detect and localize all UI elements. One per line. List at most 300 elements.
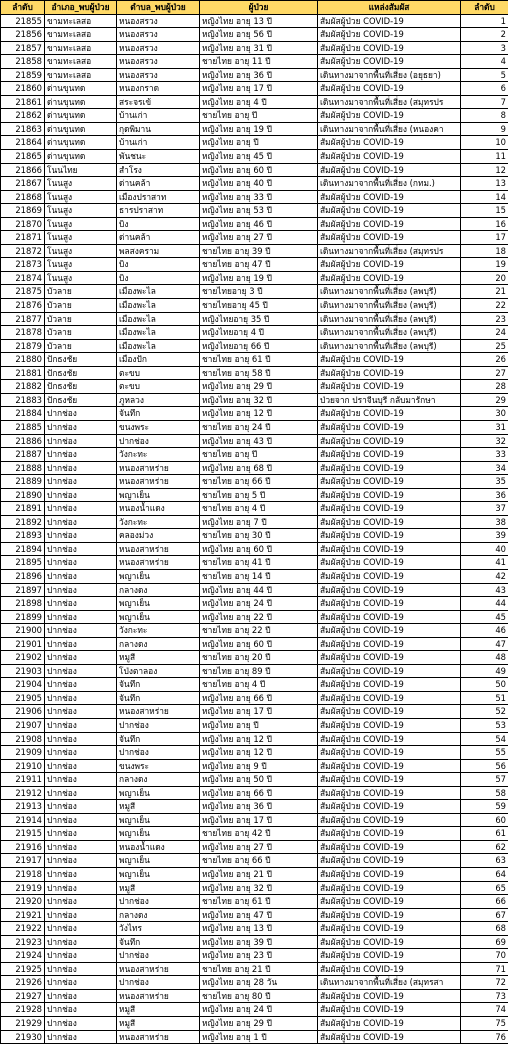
cell-case-id[interactable]: 21877 <box>1 312 45 326</box>
cell-patient[interactable]: ชายไทย อายุ 61 ปี <box>200 895 318 909</box>
cell-seq[interactable]: 21 <box>461 285 508 299</box>
cell-seq[interactable]: 41 <box>461 556 508 570</box>
cell-seq[interactable]: 66 <box>461 895 508 909</box>
cell-tambon[interactable]: บ้านเก่า <box>117 136 200 150</box>
cell-seq[interactable]: 3 <box>461 41 508 55</box>
cell-seq[interactable]: 62 <box>461 840 508 854</box>
cell-source[interactable]: สัมผัสผู้ป่วย COVID-19 <box>318 41 461 55</box>
cell-case-id[interactable]: 21858 <box>1 55 45 69</box>
cell-source[interactable]: สัมผัสผู้ป่วย COVID-19 <box>318 624 461 638</box>
cell-source[interactable]: เดินทางมาจากพื้นที่เสี่ยง (ลพบุรี) <box>318 285 461 299</box>
cell-patient[interactable]: หญิงไทยอายุ 66 ปี <box>200 339 318 353</box>
cell-case-id[interactable]: 21861 <box>1 95 45 109</box>
cell-amphoe[interactable]: ปากช่อง <box>45 475 117 489</box>
cell-tambon[interactable]: กลางดง <box>117 583 200 597</box>
cell-patient[interactable]: หญิงไทย อายุ 66 ปี <box>200 691 318 705</box>
cell-patient[interactable]: ชายไทย อายุ 47 ปี <box>200 258 318 272</box>
cell-source[interactable]: เดินทางมาจากพื้นที่เสี่ยง (ลพบุรี) <box>318 326 461 340</box>
cell-source[interactable]: สัมผัสผู้ป่วย COVID-19 <box>318 542 461 556</box>
cell-case-id[interactable]: 21888 <box>1 461 45 475</box>
cell-seq[interactable]: 22 <box>461 299 508 313</box>
cell-seq[interactable]: 33 <box>461 448 508 462</box>
cell-amphoe[interactable]: ขามทะเลสอ <box>45 14 117 28</box>
cell-seq[interactable]: 51 <box>461 691 508 705</box>
cell-amphoe[interactable]: ด่านขุนทด <box>45 122 117 136</box>
cell-seq[interactable]: 2 <box>461 28 508 42</box>
cell-case-id[interactable]: 21904 <box>1 678 45 692</box>
cell-seq[interactable]: 42 <box>461 569 508 583</box>
cell-patient[interactable]: หญิงไทย อายุ 36 ปี <box>200 68 318 82</box>
cell-case-id[interactable]: 21880 <box>1 353 45 367</box>
cell-amphoe[interactable]: ด่านขุนทด <box>45 82 117 96</box>
cell-patient[interactable]: หญิงไทย อายุ 12 ปี <box>200 732 318 746</box>
cell-tambon[interactable]: โป่งตาลอง <box>117 664 200 678</box>
cell-tambon[interactable]: กลางดง <box>117 773 200 787</box>
cell-amphoe[interactable]: ปากช่อง <box>45 976 117 990</box>
cell-tambon[interactable]: กลางดง <box>117 908 200 922</box>
cell-patient[interactable]: หญิงไทย อายุ 9 ปี <box>200 759 318 773</box>
cell-case-id[interactable]: 21925 <box>1 962 45 976</box>
cell-amphoe[interactable]: ปากช่อง <box>45 569 117 583</box>
cell-seq[interactable]: 25 <box>461 339 508 353</box>
cell-source[interactable]: สัมผัสผู้ป่วย COVID-19 <box>318 353 461 367</box>
cell-case-id[interactable]: 21875 <box>1 285 45 299</box>
cell-tambon[interactable]: สระจรเข้ <box>117 95 200 109</box>
cell-patient[interactable]: ชายไทย อายุ 4 ปี <box>200 678 318 692</box>
cell-case-id[interactable]: 21899 <box>1 610 45 624</box>
cell-source[interactable]: สัมผัสผู้ป่วย COVID-19 <box>318 746 461 760</box>
cell-case-id[interactable]: 21909 <box>1 746 45 760</box>
cell-seq[interactable]: 17 <box>461 231 508 245</box>
cell-source[interactable]: สัมผัสผู้ป่วย COVID-19 <box>318 556 461 570</box>
cell-seq[interactable]: 55 <box>461 746 508 760</box>
cell-case-id[interactable]: 21870 <box>1 217 45 231</box>
cell-source[interactable]: สัมผัสผู้ป่วย COVID-19 <box>318 691 461 705</box>
cell-patient[interactable]: หญิงไทย อายุ 33 ปี <box>200 190 318 204</box>
cell-patient[interactable]: หญิงไทย อายุ 17 ปี <box>200 82 318 96</box>
cell-tambon[interactable]: ภูหลวง <box>117 393 200 407</box>
cell-source[interactable]: สัมผัสผู้ป่วย COVID-19 <box>318 962 461 976</box>
cell-tambon[interactable]: ปากช่อง <box>117 895 200 909</box>
cell-patient[interactable]: หญิงไทยอายุ 4 ปี <box>200 326 318 340</box>
cell-source[interactable]: สัมผัสผู้ป่วย COVID-19 <box>318 759 461 773</box>
cell-case-id[interactable]: 21908 <box>1 732 45 746</box>
cell-case-id[interactable]: 21889 <box>1 475 45 489</box>
cell-seq[interactable]: 69 <box>461 935 508 949</box>
cell-seq[interactable]: 36 <box>461 488 508 502</box>
cell-source[interactable]: สัมผัสผู้ป่วย COVID-19 <box>318 136 461 150</box>
cell-tambon[interactable]: หนองสาหร่าย <box>117 461 200 475</box>
cell-amphoe[interactable]: ปากช่อง <box>45 556 117 570</box>
cell-amphoe[interactable]: ปากช่อง <box>45 759 117 773</box>
cell-patient[interactable]: หญิงไทย อายุ 47 ปี <box>200 908 318 922</box>
cell-amphoe[interactable]: ปากช่อง <box>45 691 117 705</box>
cell-amphoe[interactable]: ปากช่อง <box>45 1003 117 1017</box>
cell-case-id[interactable]: 21857 <box>1 41 45 55</box>
cell-case-id[interactable]: 21905 <box>1 691 45 705</box>
cell-amphoe[interactable]: โนนสูง <box>45 217 117 231</box>
cell-patient[interactable]: หญิงไทย อายุ 24 ปี <box>200 1003 318 1017</box>
cell-tambon[interactable]: เมืองปัก <box>117 353 200 367</box>
cell-source[interactable]: สัมผัสผู้ป่วย COVID-19 <box>318 949 461 963</box>
cell-seq[interactable]: 72 <box>461 976 508 990</box>
cell-patient[interactable]: หญิงไทย อายุ 21 ปี <box>200 868 318 882</box>
cell-tambon[interactable]: หมูสี <box>117 1017 200 1031</box>
header-source[interactable]: แหล่งสัมผัส <box>318 1 461 15</box>
cell-seq[interactable]: 5 <box>461 68 508 82</box>
cell-tambon[interactable]: พญาเย็น <box>117 786 200 800</box>
cell-amphoe[interactable]: บัวลาย <box>45 326 117 340</box>
cell-case-id[interactable]: 21928 <box>1 1003 45 1017</box>
cell-tambon[interactable]: หนองสรวง <box>117 68 200 82</box>
cell-amphoe[interactable]: ปักธงชัย <box>45 353 117 367</box>
cell-tambon[interactable]: เมืองปราสาท <box>117 190 200 204</box>
cell-tambon[interactable]: ตะขบ <box>117 380 200 394</box>
cell-amphoe[interactable]: โนนสูง <box>45 190 117 204</box>
cell-patient[interactable]: ชายไทย อายุ 20 ปี <box>200 651 318 665</box>
cell-patient[interactable]: หญิงไทย อายุ 4 ปี <box>200 95 318 109</box>
cell-patient[interactable]: หญิงไทย อายุ 12 ปี <box>200 407 318 421</box>
cell-case-id[interactable]: 21896 <box>1 569 45 583</box>
cell-amphoe[interactable]: ปากช่อง <box>45 651 117 665</box>
cell-patient[interactable]: หญิงไทย อายุ 13 ปี <box>200 14 318 28</box>
cell-seq[interactable]: 1 <box>461 14 508 28</box>
cell-source[interactable]: สัมผัสผู้ป่วย COVID-19 <box>318 515 461 529</box>
cell-seq[interactable]: 20 <box>461 271 508 285</box>
cell-seq[interactable]: 19 <box>461 258 508 272</box>
cell-seq[interactable]: 75 <box>461 1017 508 1031</box>
cell-patient[interactable]: หญิงไทย อายุ 68 ปี <box>200 461 318 475</box>
cell-tambon[interactable]: ปากช่อง <box>117 976 200 990</box>
cell-source[interactable]: เดินทางมาจากพื้นที่เสี่ยง (ลพบุรี) <box>318 339 461 353</box>
cell-case-id[interactable]: 21867 <box>1 177 45 191</box>
cell-patient[interactable]: ชายไทย อายุ 61 ปี <box>200 353 318 367</box>
cell-patient[interactable]: หญิงไทย อายุ 60 ปี <box>200 637 318 651</box>
cell-source[interactable]: เดินทางมาจากพื้นที่เสี่ยง (อยุธยา) <box>318 68 461 82</box>
cell-patient[interactable]: ชายไทย อายุ 41 ปี <box>200 556 318 570</box>
cell-source[interactable]: สัมผัสผู้ป่วย COVID-19 <box>318 204 461 218</box>
cell-patient[interactable]: หญิงไทย อายุ 1 ปี <box>200 1030 318 1044</box>
cell-amphoe[interactable]: ปากช่อง <box>45 461 117 475</box>
cell-patient[interactable]: หญิงไทย อายุ 19 ปี <box>200 271 318 285</box>
cell-patient[interactable]: หญิงไทย อายุ 60 ปี <box>200 542 318 556</box>
cell-tambon[interactable]: คลองม่วง <box>117 529 200 543</box>
cell-tambon[interactable]: หนองสาหร่าย <box>117 705 200 719</box>
cell-seq[interactable]: 40 <box>461 542 508 556</box>
cell-amphoe[interactable]: โนนสูง <box>45 271 117 285</box>
cell-patient[interactable]: ชายไทย อายุ 5 ปี <box>200 488 318 502</box>
cell-tambon[interactable]: จันทึก <box>117 691 200 705</box>
header-amphoe[interactable]: อำเภอ_พบผู้ป่วย <box>45 1 117 15</box>
cell-tambon[interactable]: ขนงพระ <box>117 759 200 773</box>
cell-case-id[interactable]: 21882 <box>1 380 45 394</box>
cell-tambon[interactable]: พันชนะ <box>117 150 200 164</box>
cell-case-id[interactable]: 21891 <box>1 502 45 516</box>
cell-source[interactable]: สัมผัสผู้ป่วย COVID-19 <box>318 840 461 854</box>
cell-seq[interactable]: 34 <box>461 461 508 475</box>
cell-seq[interactable]: 27 <box>461 366 508 380</box>
cell-tambon[interactable]: วังกะทะ <box>117 448 200 462</box>
cell-seq[interactable]: 67 <box>461 908 508 922</box>
cell-tambon[interactable]: พญาเย็น <box>117 597 200 611</box>
cell-tambon[interactable]: หนองสาหร่าย <box>117 989 200 1003</box>
cell-patient[interactable]: หญิงไทย อายุ ปี <box>200 718 318 732</box>
cell-amphoe[interactable]: โนนสูง <box>45 258 117 272</box>
cell-patient[interactable]: ชายไทย อายุ 30 ปี <box>200 529 318 543</box>
cell-source[interactable]: สัมผัสผู้ป่วย COVID-19 <box>318 908 461 922</box>
cell-amphoe[interactable]: โนนสูง <box>45 231 117 245</box>
cell-amphoe[interactable]: ปากช่อง <box>45 800 117 814</box>
cell-patient[interactable]: หญิงไทย อายุ 22 ปี <box>200 610 318 624</box>
cell-source[interactable]: เดินทางมาจากพื้นที่เสี่ยง (สมุทรปร <box>318 95 461 109</box>
cell-amphoe[interactable]: บัวลาย <box>45 312 117 326</box>
cell-seq[interactable]: 31 <box>461 420 508 434</box>
cell-case-id[interactable]: 21862 <box>1 109 45 123</box>
cell-amphoe[interactable]: ด่านขุนทด <box>45 95 117 109</box>
cell-amphoe[interactable]: ปากช่อง <box>45 624 117 638</box>
cell-case-id[interactable]: 21864 <box>1 136 45 150</box>
cell-patient[interactable]: ชายไทย อายุ 11 ปี <box>200 55 318 69</box>
cell-amphoe[interactable]: ปากช่อง <box>45 868 117 882</box>
cell-amphoe[interactable]: โนนไทย <box>45 163 117 177</box>
cell-patient[interactable]: หญิงไทย อายุ 23 ปี <box>200 949 318 963</box>
cell-source[interactable]: สัมผัสผู้ป่วย COVID-19 <box>318 258 461 272</box>
cell-amphoe[interactable]: ปากช่อง <box>45 908 117 922</box>
cell-patient[interactable]: หญิงไทย อายุ 12 ปี <box>200 746 318 760</box>
cell-case-id[interactable]: 21892 <box>1 515 45 529</box>
cell-tambon[interactable]: เมืองพะไล <box>117 326 200 340</box>
cell-case-id[interactable]: 21860 <box>1 82 45 96</box>
cell-source[interactable]: สัมผัสผู้ป่วย COVID-19 <box>318 881 461 895</box>
cell-amphoe[interactable]: ด่านขุนทด <box>45 150 117 164</box>
cell-source[interactable]: สัมผัสผู้ป่วย COVID-19 <box>318 461 461 475</box>
cell-amphoe[interactable]: ปากช่อง <box>45 542 117 556</box>
cell-amphoe[interactable]: ปากช่อง <box>45 637 117 651</box>
cell-patient[interactable]: หญิงไทย อายุ 43 ปี <box>200 434 318 448</box>
cell-case-id[interactable]: 21913 <box>1 800 45 814</box>
cell-source[interactable]: สัมผัสผู้ป่วย COVID-19 <box>318 14 461 28</box>
cell-patient[interactable]: ชายไทย อายุ 66 ปี <box>200 854 318 868</box>
cell-patient[interactable]: หญิงไทย อายุ 27 ปี <box>200 231 318 245</box>
cell-seq[interactable]: 57 <box>461 773 508 787</box>
cell-seq[interactable]: 28 <box>461 380 508 394</box>
cell-source[interactable]: สัมผัสผู้ป่วย COVID-19 <box>318 420 461 434</box>
cell-patient[interactable]: หญิงไทย อายุ 66 ปี <box>200 786 318 800</box>
cell-tambon[interactable]: วังไทร <box>117 922 200 936</box>
cell-source[interactable]: สัมผัสผู้ป่วย COVID-19 <box>318 475 461 489</box>
cell-source[interactable]: สัมผัสผู้ป่วย COVID-19 <box>318 109 461 123</box>
cell-case-id[interactable]: 21914 <box>1 813 45 827</box>
cell-source[interactable]: ป่วยจาก ปราจีนบุรี กลับมารักษา <box>318 393 461 407</box>
cell-tambon[interactable]: ด่านคล้า <box>117 231 200 245</box>
cell-tambon[interactable]: จันทึก <box>117 407 200 421</box>
cell-amphoe[interactable]: ปากช่อง <box>45 854 117 868</box>
cell-source[interactable]: สัมผัสผู้ป่วย COVID-19 <box>318 1017 461 1031</box>
cell-patient[interactable]: หญิงไทย อายุ 28 วัน <box>200 976 318 990</box>
cell-seq[interactable]: 7 <box>461 95 508 109</box>
cell-seq[interactable]: 35 <box>461 475 508 489</box>
cell-patient[interactable]: หญิงไทย อายุ 7 ปี <box>200 515 318 529</box>
cell-seq[interactable]: 74 <box>461 1003 508 1017</box>
header-seq[interactable]: ลำดับ <box>461 1 508 15</box>
cell-source[interactable]: สัมผัสผู้ป่วย COVID-19 <box>318 1003 461 1017</box>
cell-patient[interactable]: ชายไทย อายุ 89 ปี <box>200 664 318 678</box>
cell-case-id[interactable]: 21873 <box>1 258 45 272</box>
cell-tambon[interactable]: จันทึก <box>117 678 200 692</box>
cell-case-id[interactable]: 21887 <box>1 448 45 462</box>
cell-seq[interactable]: 50 <box>461 678 508 692</box>
cell-source[interactable]: สัมผัสผู้ป่วย COVID-19 <box>318 664 461 678</box>
cell-patient[interactable]: ชายไทย อายุ 80 ปี <box>200 989 318 1003</box>
cell-patient[interactable]: ชายไทย อายุ 24 ปี <box>200 420 318 434</box>
cell-tambon[interactable]: หนองสาหร่าย <box>117 1030 200 1044</box>
cell-seq[interactable]: 15 <box>461 204 508 218</box>
cell-tambon[interactable]: หนองสรวง <box>117 28 200 42</box>
cell-case-id[interactable]: 21926 <box>1 976 45 990</box>
cell-amphoe[interactable]: ด่านขุนทด <box>45 109 117 123</box>
cell-case-id[interactable]: 21890 <box>1 488 45 502</box>
cell-tambon[interactable]: ขนงพระ <box>117 420 200 434</box>
cell-tambon[interactable]: หมูสี <box>117 1003 200 1017</box>
cell-patient[interactable]: หญิงไทย อายุ 17 ปี <box>200 813 318 827</box>
cell-amphoe[interactable]: ปากช่อง <box>45 922 117 936</box>
cell-amphoe[interactable]: ปากช่อง <box>45 935 117 949</box>
cell-case-id[interactable]: 21916 <box>1 840 45 854</box>
cell-patient[interactable]: ชายไทย อายุ 58 ปี <box>200 366 318 380</box>
cell-amphoe[interactable]: ปากช่อง <box>45 583 117 597</box>
cell-seq[interactable]: 56 <box>461 759 508 773</box>
cell-tambon[interactable]: พญาเย็น <box>117 610 200 624</box>
cell-patient[interactable]: หญิงไทย อายุ 13 ปี <box>200 922 318 936</box>
cell-case-id[interactable]: 21930 <box>1 1030 45 1044</box>
cell-seq[interactable]: 11 <box>461 150 508 164</box>
cell-case-id[interactable]: 21897 <box>1 583 45 597</box>
cell-source[interactable]: สัมผัสผู้ป่วย COVID-19 <box>318 271 461 285</box>
cell-amphoe[interactable]: ปักธงชัย <box>45 366 117 380</box>
cell-tambon[interactable]: พญาเย็น <box>117 854 200 868</box>
cell-amphoe[interactable]: ปากช่อง <box>45 895 117 909</box>
cell-case-id[interactable]: 21881 <box>1 366 45 380</box>
cell-case-id[interactable]: 21865 <box>1 150 45 164</box>
cell-tambon[interactable]: จันทึก <box>117 935 200 949</box>
cell-amphoe[interactable]: บัวลาย <box>45 299 117 313</box>
cell-seq[interactable]: 46 <box>461 624 508 638</box>
cell-amphoe[interactable]: ปากช่อง <box>45 434 117 448</box>
cell-patient[interactable]: ชายไทย อายุ 14 ปี <box>200 569 318 583</box>
cell-amphoe[interactable]: ปากช่อง <box>45 448 117 462</box>
cell-seq[interactable]: 61 <box>461 827 508 841</box>
cell-source[interactable]: สัมผัสผู้ป่วย COVID-19 <box>318 705 461 719</box>
cell-seq[interactable]: 68 <box>461 922 508 936</box>
cell-source[interactable]: สัมผัสผู้ป่วย COVID-19 <box>318 55 461 69</box>
cell-tambon[interactable]: ปากช่อง <box>117 746 200 760</box>
cell-tambon[interactable]: วังกะทะ <box>117 515 200 529</box>
cell-tambon[interactable]: พลสงคราม <box>117 244 200 258</box>
cell-amphoe[interactable]: ปากช่อง <box>45 732 117 746</box>
cell-seq[interactable]: 4 <box>461 55 508 69</box>
cell-case-id[interactable]: 21898 <box>1 597 45 611</box>
cell-source[interactable]: สัมผัสผู้ป่วย COVID-19 <box>318 610 461 624</box>
cell-amphoe[interactable]: ขามทะเลสอ <box>45 41 117 55</box>
cell-source[interactable]: สัมผัสผู้ป่วย COVID-19 <box>318 150 461 164</box>
cell-amphoe[interactable]: ด่านขุนทด <box>45 136 117 150</box>
cell-source[interactable]: สัมผัสผู้ป่วย COVID-19 <box>318 800 461 814</box>
cell-patient[interactable]: ชายไทย อายุ ปี <box>200 109 318 123</box>
cell-case-id[interactable]: 21885 <box>1 420 45 434</box>
cell-source[interactable]: เดินทางมาจากพื้นที่เสี่ยง (สมุทรปร <box>318 244 461 258</box>
cell-case-id[interactable]: 21855 <box>1 14 45 28</box>
cell-tambon[interactable]: กลางดง <box>117 637 200 651</box>
cell-source[interactable]: สัมผัสผู้ป่วย COVID-19 <box>318 82 461 96</box>
cell-tambon[interactable]: ปากช่อง <box>117 718 200 732</box>
cell-seq[interactable]: 44 <box>461 597 508 611</box>
cell-amphoe[interactable]: ปากช่อง <box>45 949 117 963</box>
cell-case-id[interactable]: 21871 <box>1 231 45 245</box>
cell-source[interactable]: สัมผัสผู้ป่วย COVID-19 <box>318 773 461 787</box>
cell-case-id[interactable]: 21894 <box>1 542 45 556</box>
cell-amphoe[interactable]: ปากช่อง <box>45 420 117 434</box>
cell-source[interactable]: สัมผัสผู้ป่วย COVID-19 <box>318 989 461 1003</box>
header-patient[interactable]: ผู้ป่วย <box>200 1 318 15</box>
cell-source[interactable]: สัมผัสผู้ป่วย COVID-19 <box>318 597 461 611</box>
cell-seq[interactable]: 32 <box>461 434 508 448</box>
cell-amphoe[interactable]: ปากช่อง <box>45 705 117 719</box>
cell-amphoe[interactable]: ปากช่อง <box>45 813 117 827</box>
cell-amphoe[interactable]: ปากช่อง <box>45 962 117 976</box>
cell-tambon[interactable]: หมูสี <box>117 651 200 665</box>
cell-case-id[interactable]: 21918 <box>1 868 45 882</box>
cell-source[interactable]: สัมผัสผู้ป่วย COVID-19 <box>318 786 461 800</box>
cell-patient[interactable]: ชายไทยอายุ 3 ปี <box>200 285 318 299</box>
cell-amphoe[interactable]: ปักธงชัย <box>45 393 117 407</box>
cell-tambon[interactable]: พญาเย็น <box>117 827 200 841</box>
cell-seq[interactable]: 24 <box>461 326 508 340</box>
cell-case-id[interactable]: 21869 <box>1 204 45 218</box>
cell-source[interactable]: สัมผัสผู้ป่วย COVID-19 <box>318 854 461 868</box>
cell-tambon[interactable]: เมืองพะไล <box>117 285 200 299</box>
cell-amphoe[interactable]: ขามทะเลสอ <box>45 55 117 69</box>
cell-patient[interactable]: ชายไทย อายุ 21 ปี <box>200 962 318 976</box>
cell-source[interactable]: สัมผัสผู้ป่วย COVID-19 <box>318 434 461 448</box>
cell-case-id[interactable]: 21917 <box>1 854 45 868</box>
cell-tambon[interactable]: สำโรง <box>117 163 200 177</box>
cell-source[interactable]: สัมผัสผู้ป่วย COVID-19 <box>318 895 461 909</box>
cell-seq[interactable]: 73 <box>461 989 508 1003</box>
cell-seq[interactable]: 13 <box>461 177 508 191</box>
cell-amphoe[interactable]: ปากช่อง <box>45 718 117 732</box>
cell-amphoe[interactable]: ปากช่อง <box>45 515 117 529</box>
cell-source[interactable]: สัมผัสผู้ป่วย COVID-19 <box>318 231 461 245</box>
cell-seq[interactable]: 12 <box>461 163 508 177</box>
cell-amphoe[interactable]: โนนสูง <box>45 204 117 218</box>
cell-seq[interactable]: 59 <box>461 800 508 814</box>
cell-patient[interactable]: ชายไทยอายุ 45 ปี <box>200 299 318 313</box>
cell-tambon[interactable]: ธารปราสาท <box>117 204 200 218</box>
cell-tambon[interactable]: หนองสรวง <box>117 41 200 55</box>
cell-case-id[interactable]: 21900 <box>1 624 45 638</box>
cell-amphoe[interactable]: ปากช่อง <box>45 773 117 787</box>
cell-amphoe[interactable]: ปากช่อง <box>45 529 117 543</box>
cell-patient[interactable]: ชายไทย อายุ 22 ปี <box>200 624 318 638</box>
cell-source[interactable]: สัมผัสผู้ป่วย COVID-19 <box>318 488 461 502</box>
cell-tambon[interactable]: หนองสรวง <box>117 14 200 28</box>
cell-seq[interactable]: 6 <box>461 82 508 96</box>
cell-amphoe[interactable]: ปากช่อง <box>45 989 117 1003</box>
cell-amphoe[interactable]: บัวลาย <box>45 339 117 353</box>
cell-tambon[interactable]: กุดพิมาน <box>117 122 200 136</box>
cell-amphoe[interactable]: ปากช่อง <box>45 488 117 502</box>
header-id[interactable]: ลำดับ <box>1 1 45 15</box>
